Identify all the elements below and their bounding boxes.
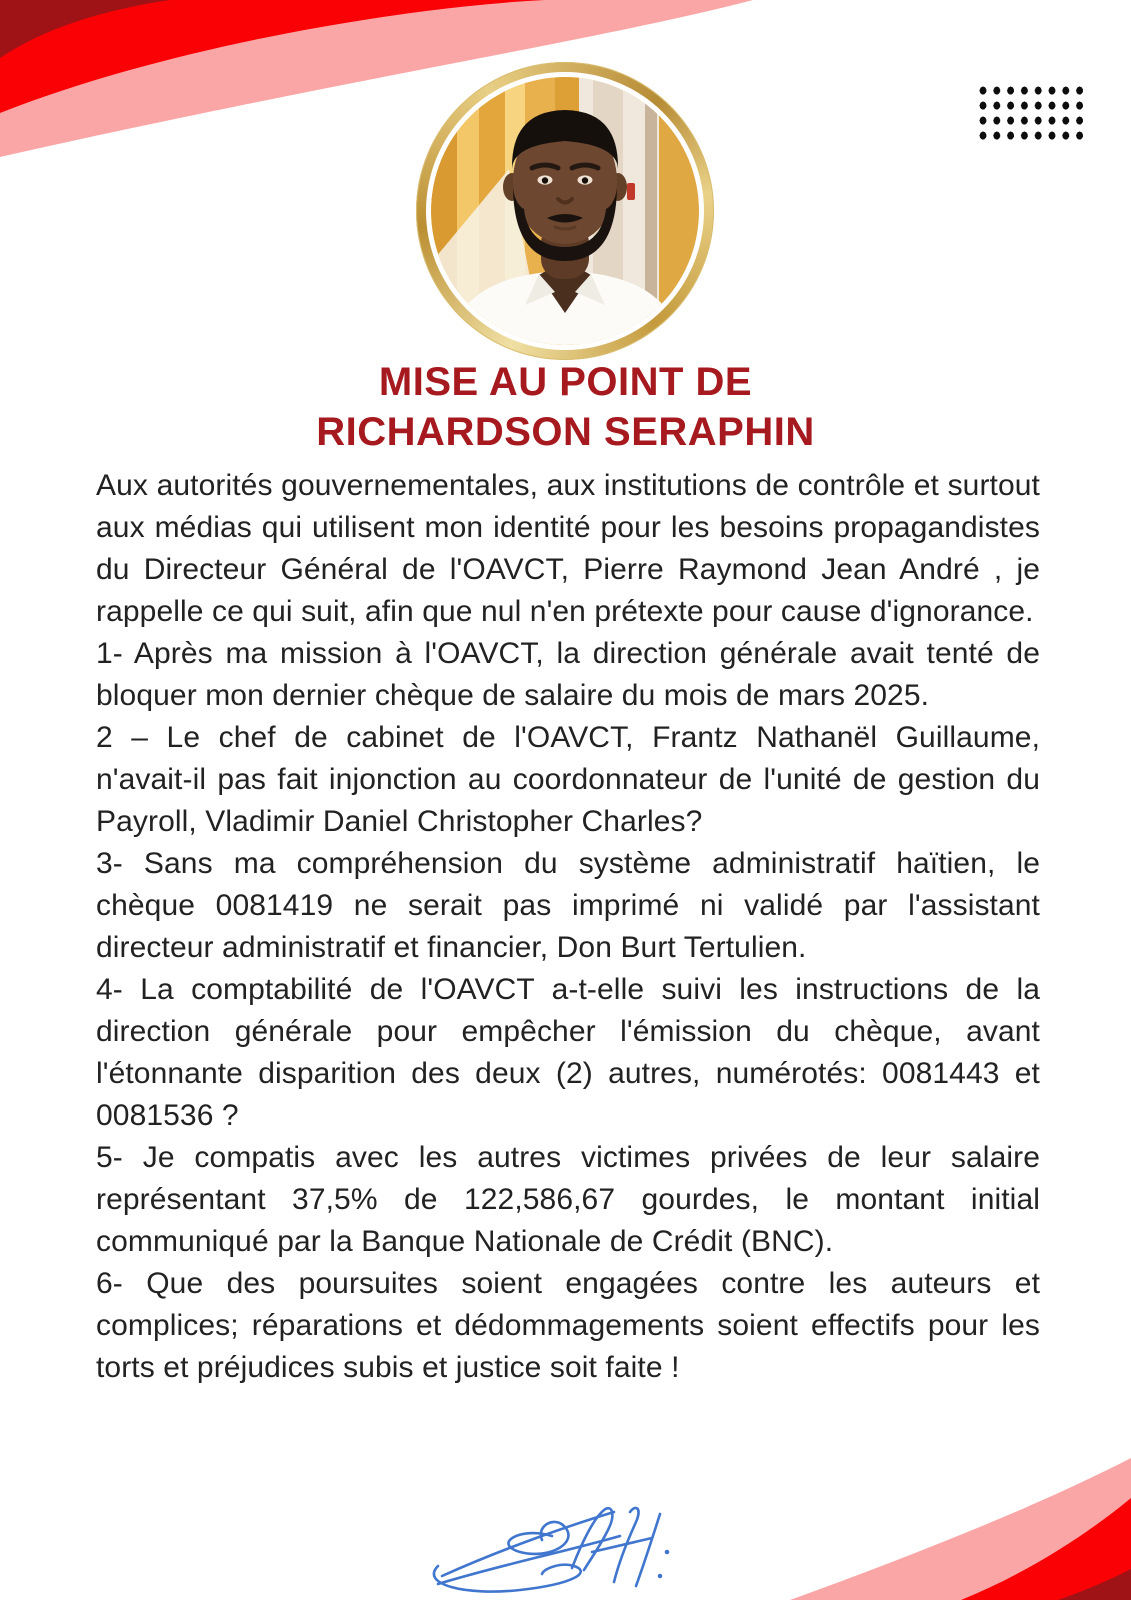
point-5-paragraph: 5- Je compatis avec les autres victimes privées de leur salaire représentant 37,5% de 122,586,67 gourdes, le montant initial communiqué par la Banque Nationale de Crédit (BNC).	[96, 1141, 1040, 1258]
portrait-inner-gap	[426, 72, 704, 350]
title-line-2: RICHARDSON SERAPHIN	[316, 410, 815, 454]
point-2-paragraph: 2 – Le chef de cabinet de l'OAVCT, Frantz Nathanël Guillaume, n'avait-il pas fait injonction au coordonnateur de l'unité de gestion du Payroll, Vladimir Daniel Christopher Charles?	[96, 721, 1040, 838]
point-6-paragraph: 6- Que des poursuites soient engagées contre les auteurs et complices; réparations et dédommagements soient effectifs pour les torts et préjudices subis et justice soit faite !	[96, 1267, 1040, 1384]
page-title	[0, 357, 1131, 457]
point-3-paragraph: 3- Sans ma compréhension du système administratif haïtien, le chèque 0081419 ne serait pas imprimé ni validé par l'assistant directeur administratif et financier, Don Burt Tertulien.	[96, 847, 1040, 964]
portrait-photo	[431, 77, 699, 345]
statement-body	[96, 465, 1040, 1389]
signature	[424, 1502, 680, 1600]
portrait-gold-ring	[416, 62, 714, 360]
dot-grid-decoration	[979, 86, 1089, 146]
point-1-paragraph: 1- Après ma mission à l'OAVCT, la direction générale avait tenté de bloquer mon dernier chèque de salaire du mois de mars 2025.	[96, 637, 1040, 712]
title-line-1: MISE AU POINT DE	[378, 360, 753, 404]
point-4-paragraph: 4- La comptabilité de l'OAVCT a-t-elle suivi les instructions de la direction générale pour empêcher l'émission du chèque, avant l'étonnante disparition des deux (2) autres, numérotés: 0081443 et 0081536 ?	[96, 973, 1040, 1132]
intro-paragraph: Aux autorités gouvernementales, aux institutions de contrôle et surtout aux médias qui utilisent mon identité pour les besoins propagandistes du Directeur Général de l'OAVCT, Pierre Raymond Jean André , je rappelle ce qui suit, afin que nul n'en prétexte pour cause d'ignorance.	[96, 469, 1040, 628]
